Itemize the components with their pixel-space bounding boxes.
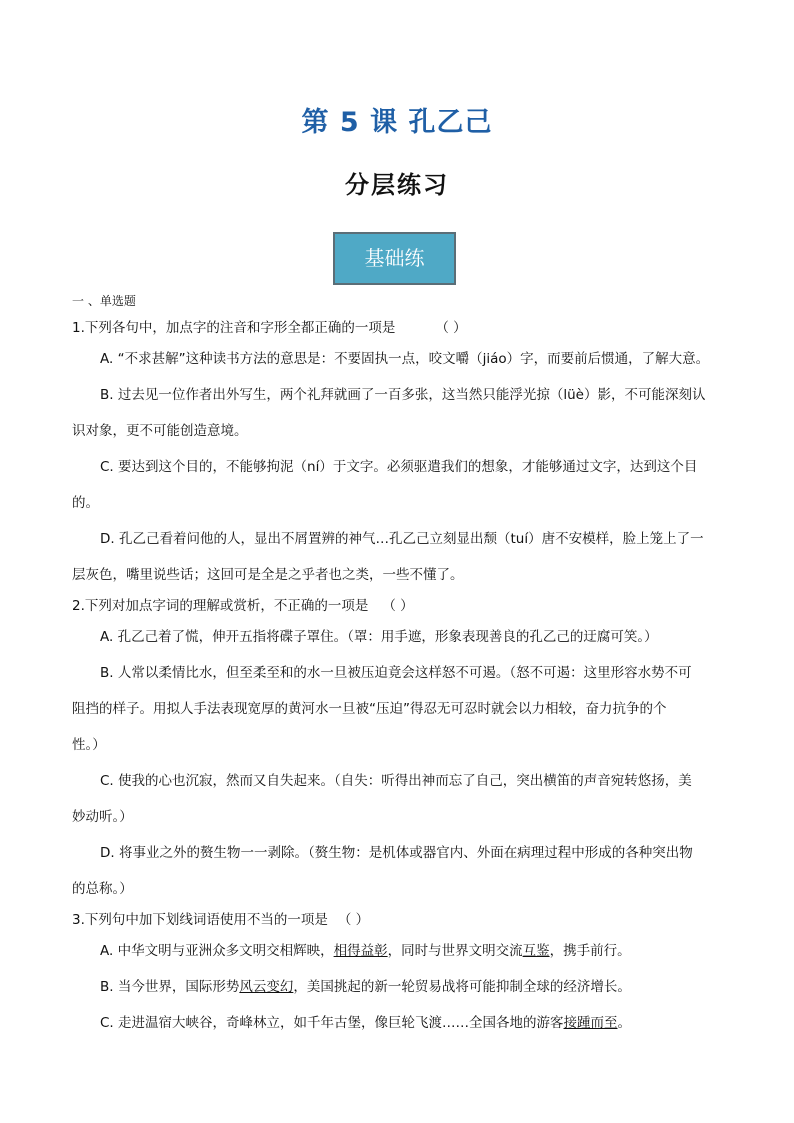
lesson-title: 第 5 课 孔乙己 [301, 107, 493, 138]
option-text: B. 当今世界，国际形势 [100, 979, 240, 995]
question-1-option-d-cont: 层灰色，嘴里说些话；这回可是全是之乎者也之类，一些不懂了。 [72, 567, 464, 583]
underlined-phrase: 互鉴 [522, 943, 550, 959]
question-1-option-a: A. “不求甚解”这种读书方法的意思是：不要固执一点，咬文嚼（jiáo）字，而要前后惯通，了解大意。 [100, 351, 710, 367]
question-2-option-d: D. 将事业之外的赘生物一一剥除。（赘生物：是机体或器官内、外面在病理过程中形成的各种突出物 [100, 845, 693, 861]
question-1-option-d: D. 孔乙己看着问他的人，显出不屑置辨的神气…孔乙己立刻显出颓（tuí）唐不安模样，脸上笼上了一 [100, 531, 704, 547]
question-3-option-b [72, 969, 742, 1005]
question-text: 3.下列句中加下划线词语使用不当的一项是 [72, 912, 328, 928]
question-text: 1.下列各句中，加点字的注音和字形全都正确的一项是 [72, 320, 396, 336]
question-1-option-b-cont: 识对象，更不可能创造意境。 [72, 423, 248, 439]
option-text: ，美国挑起的新一轮贸易战将可能抑制全球的经济增长。 [293, 979, 631, 995]
question-2-option-b-cont2: 性。） [72, 737, 106, 753]
option-text: A. 中华文明与亚洲众多文明交相辉映， [100, 943, 334, 959]
option-text: 。 [617, 1015, 632, 1031]
answer-blank: （ ） [382, 598, 414, 614]
question-2-option-c: C. 使我的心也沉寂，然而又自失起来。（自失：听得出神而忘了自己，突出横笛的声音宛转悠扬，美 [100, 773, 692, 789]
option-text: ，同时与世界文明交流 [387, 943, 523, 959]
question-3-option-c [72, 1005, 742, 1041]
option-text: ，携手前行。 [549, 943, 631, 959]
page-subtitle: 分层练习 [345, 171, 449, 199]
answer-blank: （ ） [435, 320, 467, 336]
question-2-option-a: A. 孔乙己着了慌，伸开五指将碟子罩住。（罩：用手遮，形象表现善良的孔乙己的迂腐可笑。） [100, 629, 658, 645]
question-3-stem [72, 907, 742, 933]
question-2-option-b: B. 人常以柔情比水，但至柔至和的水一旦被压迫竟会这样怒不可遏。（怒不可遏：这里形容水势不可 [100, 665, 692, 681]
question-2-option-b-cont: 阻挡的样子。用拟人手法表现宽厚的黄河水一旦被“压迫”得忍无可忍时就会以力相较，奋力抗争的个 [72, 701, 667, 717]
question-2-option-d-cont: 的总称。） [72, 881, 133, 897]
question-text: 2.下列对加点字词的理解或赏析，不正确的一项是 [72, 598, 369, 614]
level-badge: 基础练 [333, 232, 456, 285]
question-1-stem [72, 315, 742, 341]
underlined-phrase: 风云变幻 [239, 979, 294, 995]
question-2-stem [72, 593, 742, 619]
answer-blank: （ ） [337, 912, 370, 928]
option-text: C. 走进温宿大峡谷，奇峰林立，如千年古堡，像巨轮飞渡……全国各地的游客 [100, 1015, 564, 1031]
question-1-option-b: B. 过去见一位作者出外写生，两个礼拜就画了一百多张，这当然只能浮光掠（lüè）影，不可能深刻认 [100, 387, 706, 403]
question-3-option-a [72, 933, 742, 969]
question-1-option-c-cont: 的。 [72, 495, 99, 511]
underlined-phrase: 接踵而至 [563, 1015, 618, 1031]
exercise-content [72, 288, 742, 1041]
section-heading: 一 、单选题 [72, 294, 136, 308]
underlined-phrase: 相得益彰 [333, 943, 388, 959]
question-2-option-c-cont: 妙动听。） [72, 809, 133, 825]
question-1-option-c: C. 要达到这个目的，不能够拘泥（ní）于文字。必须驱遣我们的想象，才能够通过文字，达到这个目 [100, 459, 698, 475]
